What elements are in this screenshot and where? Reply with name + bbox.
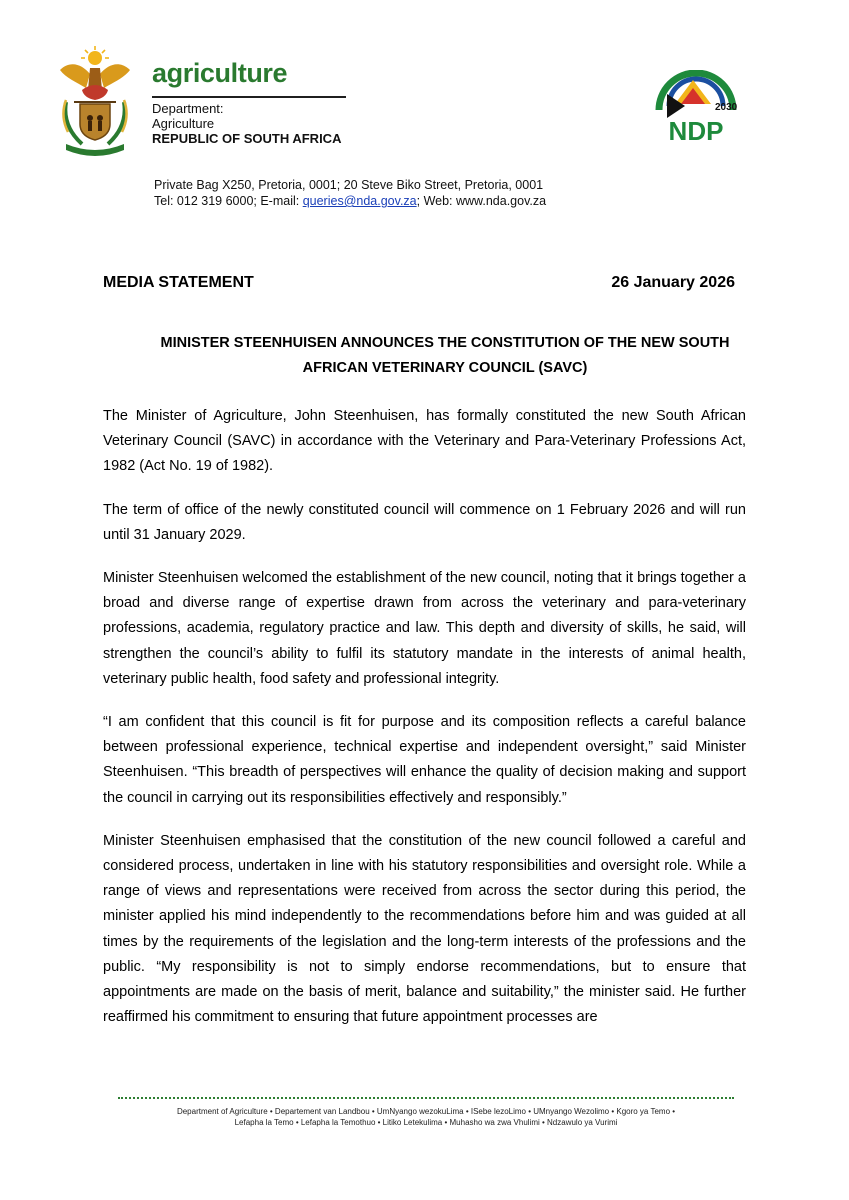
body-paragraph-4: “I am confident that this council is fit for purpose and its composition reflects a careful balance between professional experience, technical expertise and independent oversight,” said Minister Steenhuisen. “This breadth of perspectives will enhance the quality of decision making and support the council in carrying out its responsibilities effectively and responsibly.”: [103, 714, 746, 806]
department-block: [152, 101, 341, 146]
agriculture-wordmark: agriculture: [152, 58, 288, 88]
department-name: Agriculture: [152, 116, 215, 131]
statement-body: [103, 404, 746, 1048]
media-statement-label: MEDIA STATEMENT: [103, 274, 254, 291]
wordmark-divider: [152, 96, 346, 98]
body-paragraph-1: The Minister of Agriculture, John Steenhuisen, has formally constituted the new South African Veterinary Council (SAVC) in accordance with the Veterinary and Para-Veterinary Professions Act, 1982 (Act No. 19 of 1982).: [103, 408, 746, 475]
department-label: Department:: [152, 101, 224, 116]
footer-line-2: Lefapha la Temo • Lefapha la Temothuo • Litiko Letekulima • Muhasho wa zwa Vhulimi • Ndzawulo ya Vurimi: [234, 1118, 618, 1127]
statement-headline: [103, 331, 787, 381]
statement-date: 26 January 2026: [611, 274, 735, 291]
footer-languages: [118, 1106, 734, 1128]
contact-block: [154, 177, 546, 209]
telephone-text: Tel: 012 319 6000; E-mail:: [154, 194, 303, 208]
republic-label: REPUBLIC OF SOUTH AFRICA: [152, 131, 342, 146]
ndp-2030-logo-icon: [653, 70, 739, 146]
body-paragraph-2: The term of office of the newly constituted council will commence on 1 February 2026 and will run until 31 January 2029.: [103, 501, 746, 543]
contact-line: [154, 193, 546, 209]
footer-divider: [118, 1097, 734, 1099]
ndp-letters: NDP: [668, 116, 724, 146]
body-paragraph-5: Minister Steenhuisen emphasised that the constitution of the new council followed a careful and considered process, undertaken in line with his statutory responsibilities and oversight role. While a range of views and representations were received from across the sector during this period, the minister applied his mind independently to the recommendations before him and was guided at all times by the requirements of the legislation and the long-term interests of the professions and the public. “My responsibility is not to simply endorse recommendations, but to ensure that appointments are made on the basis of merit, balance and suitability,” the minister said. He further reaffirmed his commitment to ensuring that future appointment processes are: [103, 832, 746, 1026]
footer-line-1: Department of Agriculture • Departement van Landbou • UmNyango wezokuLima • ISebe lezoLimo • UMnyango Wezolimo • Kgoro ya Temo •: [176, 1107, 676, 1116]
email-link[interactable]: queries@nda.gov.za: [302, 194, 417, 208]
headline-line-2: AFRICAN VETERINARY COUNCIL (SAVC): [302, 360, 588, 376]
ndp-year: 2030: [715, 102, 738, 113]
headline-line-1: MINISTER STEENHUISEN ANNOUNCES THE CONSTITUTION OF THE NEW SOUTH: [160, 335, 730, 351]
website-text: ; Web: www.nda.gov.za: [416, 194, 547, 208]
postal-address: Private Bag X250, Pretoria, 0001; 20 Steve Biko Street, Pretoria, 0001: [154, 178, 544, 192]
coat-of-arms-icon: [52, 44, 138, 156]
body-paragraph-3: Minister Steenhuisen welcomed the establishment of the new council, noting that it brings together a broad and diverse range of expertise drawn from across the veterinary and para-veterinary professions, academia, regulatory practice and law. This depth and diversity of skills, he said, will strengthen the council’s ability to fulfil its statutory mandate in the interests of animal health, veterinary public health, food safety and professional integrity.: [103, 570, 746, 687]
